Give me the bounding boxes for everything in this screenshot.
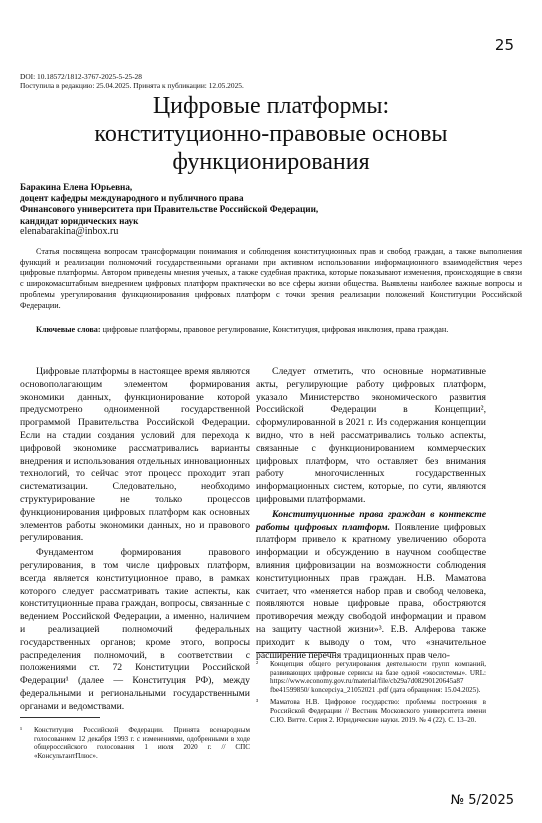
body-paragraph (256, 509, 486, 663)
author-block (20, 182, 318, 227)
page-number: 25 (494, 36, 514, 54)
footnote (256, 698, 486, 724)
abstract: Статья посвящена вопросам трансформации понимания и соблюдения конституционных прав и свобод граждан, а также выполнения функций и реализации полномочий государственными органами при активном использовании информационного взаимодействия через цифровые платформы. Автором приведены мнения ученых, а также судебная практика, которые показывают изменения, происходящие в связи с широкомасштабным внедрением цифровых платформ практически во все сферы жизни общества. Выявлены наиболее важные вопросы и проблемы урегулирования функционирования цифровых платформ с точки зрения реализации положений Конституции Российской Федерации. (20, 247, 522, 310)
footnote-text: Маматова Н.В. Цифровое государство: проблемы построения в Российской Федерации // Вестник Московского университета имени С.Ю. Витте. Серия 2. Юридические науки. 2019. № 4 (22). С. 13–20. (270, 698, 486, 724)
footnote-number: ¹ (20, 726, 23, 734)
issue-number: № 5/2025 (450, 793, 514, 808)
author-name: Баракина Елена Юрьевна, (20, 182, 133, 192)
footnote-text: Концепция общего регулирования деятельности групп компаний, развивающих цифровые сервисы на базе одной «экосистемы». URL: https://www.economy.gov.ru/material/file/cb29a7d08290120645a87 fbe41599850/ koncepciya_21052021 .pdf (дата обращения: 15.04.2025). (270, 660, 486, 694)
footnote-number: ² (256, 660, 259, 668)
right-column (256, 366, 486, 662)
title-line: конституционно-правовые основы (94, 121, 448, 147)
title-line: функционирования (172, 149, 370, 175)
footnotes-right (256, 660, 486, 724)
footnote-number: ³ (256, 698, 259, 707)
section-heading: Конституционные права граждан в контексте работы цифровых платформ. (256, 508, 486, 533)
body-paragraph: Следует отметить, что основные нормативные акты, регулирующие работу цифровых платформ, указало Министерство экономического развития Российской Федерации в Концепции², сформулированной в 2021 г. Из содержания концепции видно, что в ней рассматривались только аспекты, связанные с функционированием коммерческих цифровых платформ, что оставляет без внимания работу многочисленных государственных информационных систем, которые, по сути, являются цифровыми платформами. (256, 366, 486, 505)
author-email[interactable]: elenabarakina@inbox.ru (20, 226, 119, 237)
keywords-text: цифровые платформы, правовое регулирование, Конституция, цифровая инклюзия, права граждан. (100, 325, 449, 334)
author-affiliation: Финансового университета при Правительстве Российской Федерации, (20, 204, 319, 215)
title-line: Цифровые платформы: (152, 93, 390, 119)
footnotes-left (20, 726, 250, 760)
author-degree: кандидат юридических наук (20, 215, 139, 226)
footnote (256, 660, 486, 694)
author-position: доцент кафедры международного и публичного права (20, 193, 244, 204)
received-dates: Поступила в редакцию: 25.04.2025. Принята к публикации: 12.05.2025. (20, 81, 244, 90)
section-text: Появление цифровых платформ привело к кратному увеличению оборота информации и обсуждению в научном сообществе влияния цифровизации на возможности соблюдения конституционных прав граждан. Н.В. Маматова считает, что «меняется набор прав и свобод человека, появляются новые цифровые права, обостряются противоречия между свободой информации и правом на защиту частной жизни»³. Е.В. Алферова также приходит к выводу о том, что «значительное расширение перечня традиционных прав чело- (256, 521, 486, 661)
keywords (20, 325, 522, 336)
left-column (20, 366, 250, 714)
body-paragraph: Фундаментом формирования правового регулирования, в том числе цифровых платформ, всегда является конституционное право, в рамках которого следует рассматривать такие аспекты, как конституционные права граждан, вопросы, связанные с ведением Российской Федерации, а именно, наличием и реализацией полномочий федеральных государственных органов; кроме этого, вопросы распределения полномочий, в соответствии с положениями ст. 72 Конституции Российской Федерации¹ (далее — Конституция РФ), между федеральными и региональными государственными органами и ведомствами. (20, 547, 250, 712)
footnote (20, 726, 250, 760)
footnote-separator (256, 652, 336, 653)
footnote-separator (20, 717, 100, 718)
article-title (20, 92, 522, 176)
body-paragraph: Цифровые платформы в настоящее время являются основополагающим элементом формирования экономики данных, функционирование которой предусмотрено одноименной государственной программой Правительства Российской Федерации. Если на стадии создания условий для перехода к цифровой экономике рассматривались варианты внедрения и использования отдельных инновационных технологий, то сейчас этот процесс проходит этап систематизации. Следовательно, необходимо структурирование не только процессов функционирования цифровых платформ как основных элементов работы экономики данных, но и правового регулирования. (20, 366, 250, 544)
keywords-label: Ключевые слова: (36, 325, 101, 334)
footnote-text: Конституция Российской Федерации. Принята всенародным голосованием 12 декабря 1993 г. с изменениями, одобренными в ходе общероссийского голосования 1 июля 2020 г. // СПС «КонсультантПлюс». (34, 726, 250, 760)
doi: DOI: 10.18572/1812-3767-2025-5-25-28 (20, 72, 142, 81)
